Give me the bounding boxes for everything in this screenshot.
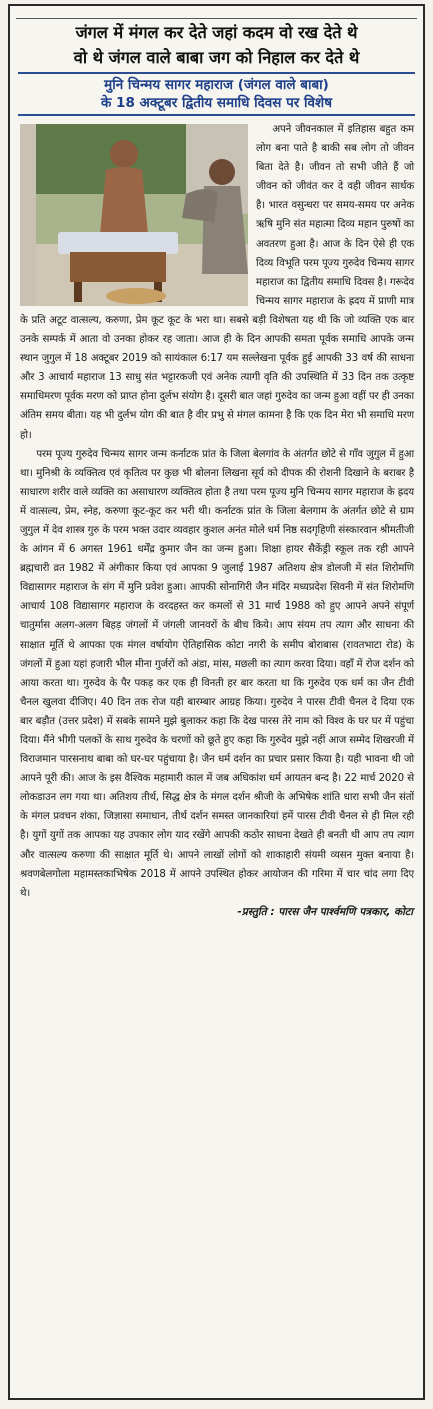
top-border-strip: [16, 6, 417, 19]
headline: [10, 21, 423, 69]
subheadline: [18, 72, 415, 116]
article-paragraph-2: परम पूज्य गुरुदेव चिन्मय सागर जन्म कर्नाटक प्रांत के जिला बेलगांव के अंतर्गत छोटे से गाँव जुगुल में हुआ था। मुनिश्री के व्यक्तित्व एवं कृतित्व पर कुछ भी बोलना लिखना सूर्य को दीपक की रोशनी दिखाने के बराबर है साधारण शरीर वाले व्यक्ति का असाधारण व्यक्तित्व होता है तथा परम पूज्य मुनि चिन्मय सागर महाराज के ह्रदय में वात्सल्य, प्रेम, स्नेह, करुणा कूट-कूट कर भरी थी। कर्नाटक प्रांत के जिला बेलगाम के अंतर्गत छोटे से ग्राम जुगुल में देव शास्त्र गुरु के परम भक्त उदार व्यवहार कुशल अनंत मोले धर्म निष्ठ सदगृहिणी संस्कारवान श्रीमतीजी के आंगन में 6 अगस्त 1961 धर्मेंद्र कुमार जैन का जन्म हुआ। शिक्षा हायर सैकेंड्री स्कूल तक रही आपने ब्रह्मचारी व्रत 1982 में अंगीकार किया एवं आपका 9 जुलाई 1987 अतिशय क्षेत्र डोलजी में संत शिरोमणि विद्यासागर महाराज के संग में मुनि प्रवेश हुआ। आपकी सोनागिरी जैन मंदिर मध्यप्रदेश सिवनी में संत शिरोमणि आचार्य 108 विद्यासागर महाराज के वरदहस्त कर कमलों से 31 मार्च 1988 को हुए आपने अपने संपूर्ण चातुर्मास अलग-अलग बिहड़ जंगलों में जंगली जानवरों के बीच किये। आप संयम तप त्याग और साधना की साक्षात मूर्ति थे आपका एक मंगल वर्षायोग ऐतिहासिक कोटा नगरी के समीप बोराबास (रावतभाटा रोड) के जंगलों में हुआ यहां हजारी भील मीना गुर्जरों को अंडा, मांस, मछली का त्याग करवा दिया। वहाँ में रोज दर्शन को आया करता था। गुरुदेव के पैर पकड़ कर एक ही विनती हर बार करता था कि गुरुदेव एक धर्म का जैन टीवी चैनल खुलवा दीजिए। 40 दिन तक रोज यही बारम्बार आग्रह किया। गुरुदेव ने पारस टीवी चैनल दे दिया एक बार बड़ौत (उत्तर प्रदेश) में सबके सामने मुझे बुलाकर कहा कि देख पारस तेरे नाम को विश्व के घर घर में पहुंचा दिया। मैंने भीगी पलकों के साथ गुरुदेव के चरणों को छूते हुए कहा कि गुरुदेव मुझे नहीं आज सम्मेद शिखरजी में विराजमान पारसनाथ बाबा को घर-घर पहुंचाया है। जैन धर्म दर्शन का प्रचार प्रसार किया है। यही भावना थी जो आपने पूरी की। आज के इस वैश्विक महामारी काल में जब अधिकांश धर्म आयतन बन्द है। 22 मार्च 2020 से लोकडाउन लग गया था। अतिशय तीर्थ, सिद्ध क्षेत्र के मंगल दर्शन श्रीजी के अभिषेक शांति धारा सभी जैन संतों के मंगल प्रवचन शंका, जिज्ञासा समाधान, तीर्थ दर्शन समस्त जानकारियां हमें पारस टीवी चैनल से ही मिल रही है। युगों युगों तक आपका यह उपकार लोग याद रखेंगे आपकी कठोर साधना देखते ही बनती थी आप तप त्याग और वात्सल्य करुणा की साक्षात मूर्ति थे। आपने लाखों लोगों को शाकाहारी संयमी व्यसन मुक्त बनाया है। श्रवणबेलगोला महामस्तकाभिषेक 2018 में आपने उपस्थित होकर आयोजन की गरिमा में चार चांद लगा दिए थे।: [20, 448, 414, 899]
article-body: [10, 116, 423, 903]
article-paragraph-1-text: अपने जीवनकाल में इतिहास बहुत कम लोग बना पाते है बाकी सब लोग तो जीवन बिता देते है। जीवन तो सभी जीते हैं जो जीवन को जीवंत कर दे वही जीवन सार्थक है। भारत वसुन्धरा पर समय-समय पर अनेक ऋषि मुनि संत महात्मा दिव्य महान पुरुषों का अवतरण हुआ है। आज के दिन ऐसे ही एक दिव्य विभूति परम पूज्य गुरुदेव चिन्मय सागर महाराज का द्वितीय समाधि दिवस है। गरूदेव चिन्मय सागर महाराज के ह्रदय में प्राणी मात्र के प्रति अटूट वात्सल्य, करुणा, प्रेम कूट कूट के भरा था। सबसे बड़ी विशेषता यह थी कि जो व्यक्ति एक बार उनके सम्पर्क में आता वो उनका होकर रह जाता। आज ही के दिन आपकी समता पूर्वक समाधि आपके जन्म स्थान जुगुल में 18 अक्टूबर 2019 को सायंकाल 6:17 यम सल्लेखना पूर्वक हुई आपकी 33 वर्ष की साधना और 3 आचार्य महाराज 13 साधु संत भट्टारकजी एवं अनेक त्यागी वृति की उपस्थिति में 33 दिन तक उत्कृष्ट समाधिमरण पूर्वक मरण को प्राप्त होना दुर्लभ संयोग है। दूसरी बात जहां गुरुदेव का जन्म हुआ वहीं पर ही उनका अंतिम समय बीता। यह भी दुर्लभ योग की बात है वीर प्रभु से मंगल कामना है कि एक दिन मेरा भी समाधि मरण हो।: [20, 124, 414, 441]
article-photo: [20, 124, 248, 306]
article-paragraph-1: [20, 120, 414, 445]
headline-line-1: जंगल में मंगल कर देते जहां कदम वो रख देते थे: [75, 23, 358, 42]
photo-monk-devotee-icon: [36, 124, 248, 306]
author-credit: -प्रस्तुति : पारस जैन पार्श्वमणि पत्रकार, कोटा: [237, 905, 413, 918]
subheadline-line-2: के 18 अक्टूबर द्वितीय समाधि दिवस पर विशेष: [100, 95, 332, 111]
newspaper-clipping: [8, 4, 425, 1400]
headline-line-2: वो थे जंगल वाले बाबा जग को निहाल कर देते थे: [73, 48, 360, 67]
subheadline-line-1: मुनि चिन्मय सागर महाराज (जंगल वाले बाबा): [104, 77, 329, 93]
